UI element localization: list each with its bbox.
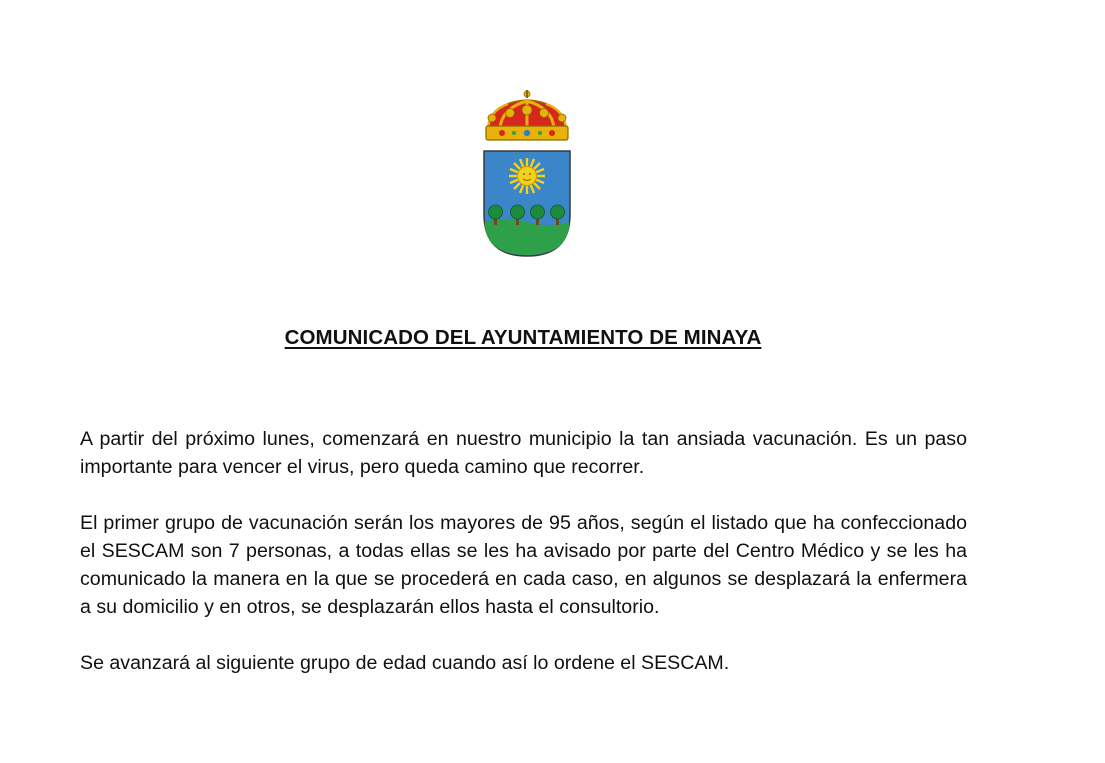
document-title: COMUNICADO DEL AYUNTAMIENTO DE MINAYA <box>284 326 762 349</box>
sun-icon <box>509 158 545 194</box>
paragraph-3: Se avanzará al siguiente grupo de edad cuando así lo ordene el SESCAM. <box>80 652 730 674</box>
paragraph-1: A partir del próximo lunes, comenzará en nuestro municipio la tan ansiada vacunación. Es un paso importante para vencer el virus, pero queda camino que recorrer. <box>80 428 967 478</box>
paragraph-2: El primer grupo de vacunación serán los mayores de 95 años, según el listado que ha confeccionado el SESCAM son 7 personas, a todas ellas se les ha avisado por parte del Centro Médico y se les ha comunicado la manera en la que se procederá en cada caso, en algunos se desplazará la enfermera a su domicilio y en otros, se desplazarán ellos hasta el consultorio. <box>80 512 967 618</box>
crown-icon <box>486 90 568 140</box>
municipal-coat-of-arms-icon <box>478 88 576 260</box>
shield-icon <box>484 151 570 256</box>
